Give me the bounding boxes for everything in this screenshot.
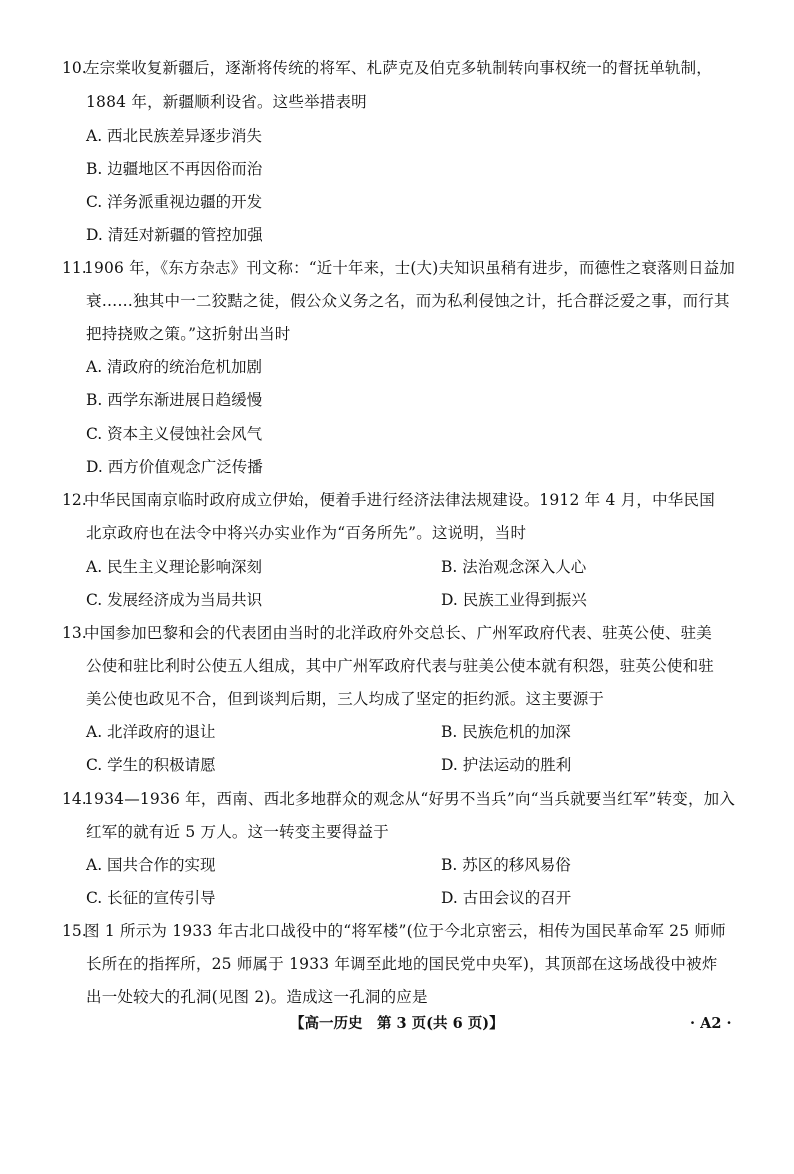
page-footer: 【高一历史 第 3 页(共 6 页)】 bbox=[290, 1015, 504, 1032]
option-d[interactable]: D. 古田会议的召开 bbox=[441, 889, 572, 907]
question-text-line: 1934—1936 年，西南、西北多地群众的观念从“好男不当兵”向“当兵就要当红军”转变，加入 bbox=[84, 790, 736, 808]
question-text-line: 北京政府也在法令中将兴办实业作为“百务所先”。这说明，当时 bbox=[86, 524, 527, 542]
option-d[interactable]: D. 清廷对新疆的管控加强 bbox=[86, 226, 263, 244]
option-d[interactable]: D. 民族工业得到振兴 bbox=[441, 591, 587, 609]
question-text-line: 美公使也政见不合，但到谈判后期，三人均成了坚定的拒约派。这主要源于 bbox=[86, 690, 605, 708]
question-number: 12. bbox=[62, 491, 87, 509]
option-c[interactable]: C. 长征的宣传引导 bbox=[86, 889, 216, 907]
question-number: 14. bbox=[62, 790, 87, 808]
question-text-line: 中国参加巴黎和会的代表团由当时的北洋政府外交总长、广州军政府代表、驻英公使、驻美 bbox=[84, 624, 713, 642]
question-text-line: 左宗棠收复新疆后，逐渐将传统的将军、札萨克及伯克多轨制转向事权统一的督抚单轨制， bbox=[84, 59, 713, 77]
option-d[interactable]: D. 西方价值观念广泛传播 bbox=[86, 458, 263, 476]
question-number: 10. bbox=[62, 59, 87, 77]
option-c[interactable]: C. 洋务派重视边疆的开发 bbox=[86, 193, 263, 211]
question-number: 13. bbox=[62, 624, 87, 642]
question-text-line: 图 1 所示为 1933 年古北口战役中的“将军楼”(位于今北京密云，相传为国民革命军 25 师师 bbox=[84, 922, 726, 940]
option-b[interactable]: B. 民族危机的加深 bbox=[441, 723, 571, 741]
page-code: · A2 · bbox=[690, 1015, 732, 1032]
question-text-line: 出一处较大的孔洞(见图 2)。造成这一孔洞的应是 bbox=[86, 988, 428, 1006]
option-b[interactable]: B. 西学东渐进展日趋缓慢 bbox=[86, 391, 263, 409]
option-c[interactable]: C. 资本主义侵蚀社会风气 bbox=[86, 425, 263, 443]
question-text-line: 衰……独其中一二狡黠之徒，假公众义务之名，而为私利侵蚀之计，托合群泛爱之事，而行其 bbox=[86, 292, 730, 310]
option-c[interactable]: C. 发展经济成为当局共识 bbox=[86, 591, 263, 609]
option-b[interactable]: B. 法治观念深入人心 bbox=[441, 558, 587, 576]
option-a[interactable]: A. 西北民族差异逐步消失 bbox=[86, 127, 263, 145]
question-text-line: 中华民国南京临时政府成立伊始，便着手进行经济法律法规建设。1912 年 4 月，中华民国 bbox=[84, 491, 715, 509]
option-a[interactable]: A. 国共合作的实现 bbox=[86, 856, 216, 874]
question-number: 11. bbox=[62, 259, 87, 277]
option-a[interactable]: A. 北洋政府的退让 bbox=[86, 723, 216, 741]
option-b[interactable]: B. 苏区的移风易俗 bbox=[441, 856, 571, 874]
question-text-line: 长所在的指挥所，25 师属于 1933 年调至此地的国民党中央军)，其顶部在这场战役中被炸 bbox=[86, 955, 718, 973]
question-text-line: 把持挠败之策。”这折射出当时 bbox=[86, 325, 291, 343]
question-text-line: 1884 年，新疆顺利设省。这些举措表明 bbox=[86, 93, 367, 111]
option-c[interactable]: C. 学生的积极请愿 bbox=[86, 756, 216, 774]
option-b[interactable]: B. 边疆地区不再因俗而治 bbox=[86, 160, 263, 178]
option-d[interactable]: D. 护法运动的胜利 bbox=[441, 756, 572, 774]
question-text-line: 红军的就有近 5 万人。这一转变主要得益于 bbox=[86, 823, 389, 841]
question-text-line: 1906 年，《东方杂志》刊文称：“近十年来，士(大)夫知识虽稍有进步，而德性之衰落则日益加 bbox=[84, 259, 735, 277]
option-a[interactable]: A. 民生主义理论影响深刻 bbox=[86, 558, 263, 576]
question-text-line: 公使和驻比利时公使五人组成，其中广州军政府代表与驻美公使本就有积怨，驻英公使和驻 bbox=[86, 657, 715, 675]
option-a[interactable]: A. 清政府的统治危机加剧 bbox=[86, 358, 263, 376]
question-number: 15. bbox=[62, 922, 87, 940]
